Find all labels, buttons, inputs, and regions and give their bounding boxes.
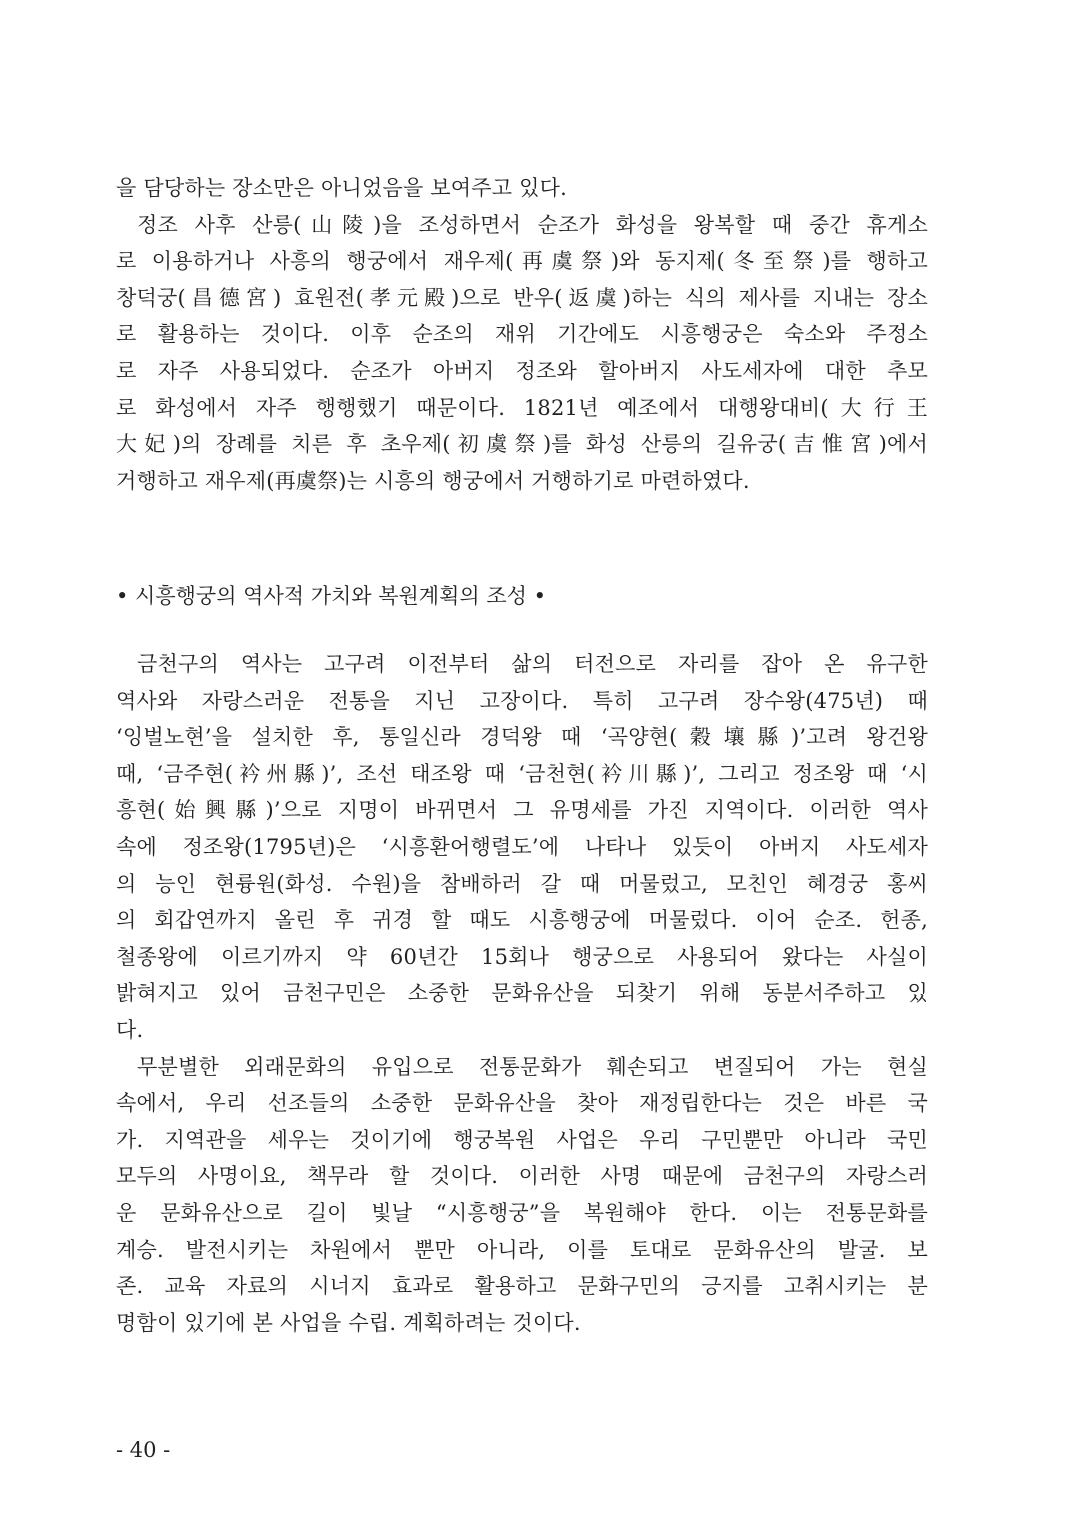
paragraph-line: 무분별한 외래문화의 유입으로 전통문화가 훼손되고 변질되어 가는 현실 bbox=[137, 1054, 928, 1079]
paragraph-line: 창덕궁(昌德宮) 효원전(孝元殿)으로 반우(返虞)하는 식의 제사를 지내는 장소 bbox=[116, 285, 928, 310]
paragraph-line: 다. bbox=[116, 1017, 144, 1042]
paragraphs-upper bbox=[116, 170, 928, 499]
paragraph-line: 로 화성에서 자주 행행했기 때문이다. 1821년 예조에서 대행왕대비(大行王 bbox=[116, 395, 928, 420]
page-number: - 40 - bbox=[116, 1438, 171, 1462]
paragraph-line: 모두의 사명이요, 책무라 할 것이다. 이러한 사명 때문에 금천구의 자랑스러 bbox=[116, 1164, 928, 1189]
paragraph-line: 거행하고 재우제(再虞祭)는 시흥의 행궁에서 거행하기로 마련하였다. bbox=[116, 468, 750, 493]
paragraph-line: 로 자주 사용되었다. 순조가 아버지 정조와 할아버지 사도세자에 대한 추모 bbox=[116, 358, 928, 383]
paragraph-line: 운 문화유산으로 길이 빛날 “시흥행궁”을 복원해야 한다. 이는 전통문화를 bbox=[116, 1200, 928, 1225]
paragraph-line: 계승. 발전시키는 차원에서 뿐만 아니라, 이를 토대로 문화유산의 발굴. 보 bbox=[116, 1237, 928, 1262]
paragraph-line: 속에서, 우리 선조들의 소중한 문화유산을 찾아 재정립한다는 것은 바른 국 bbox=[116, 1091, 928, 1116]
paragraph-line: 명함이 있기에 본 사업을 수립. 계획하려는 것이다. bbox=[116, 1310, 581, 1335]
paragraph-line: 의 능인 현륭원(화성. 수원)을 참배하러 갈 때 머물렀고, 모친인 혜경궁 홍씨 bbox=[116, 871, 928, 896]
paragraph-line: 속에 정조왕(1795년)은 ‘시흥환어행렬도’에 나타나 있듯이 아버지 사도세자 bbox=[116, 834, 928, 859]
section-heading-block bbox=[116, 578, 928, 614]
paragraph-line: 大妃)의 장례를 치른 후 초우제(初虞祭)를 화성 산릉의 길유궁(吉惟宮)에서 bbox=[116, 432, 928, 457]
section-heading: • 시흥행궁의 역사적 가치와 복원계획의 조성 • bbox=[116, 584, 546, 608]
paragraph-line: ‘잉벌노현’을 설치한 후, 통일신라 경덕왕 때 ‘곡양현(穀壤縣)’고려 왕건왕 bbox=[116, 725, 928, 750]
paragraph-line: 역사와 자랑스러운 전통을 지닌 고장이다. 특히 고구려 장수왕(475년) 때 bbox=[116, 688, 928, 713]
paragraph-line: 가. 지역관을 세우는 것이기에 행궁복원 사업은 우리 구민뿐만 아니라 국민 bbox=[116, 1127, 928, 1152]
paragraph-line: 의 회갑연까지 올린 후 귀경 할 때도 시흥행궁에 머물렀다. 이어 순조. 헌종, bbox=[116, 908, 928, 933]
paragraph-line: 밝혀지고 있어 금천구민은 소중한 문화유산을 되찾기 위해 동분서주하고 있 bbox=[116, 981, 928, 1006]
paragraph-line: 로 이용하거나 사흥의 행궁에서 재우제(再虞祭)와 동지제(冬至祭)를 행하고 bbox=[116, 249, 928, 274]
paragraphs-lower bbox=[116, 646, 928, 1341]
paragraph-line: 존. 교육 자료의 시너지 효과로 활용하고 문화구민의 긍지를 고취시키는 분 bbox=[116, 1274, 928, 1299]
paragraph-line: 금천구의 역사는 고구려 이전부터 삶의 터전으로 자리를 잡아 온 유구한 bbox=[137, 652, 928, 676]
paragraph-line: 로 활용하는 것이다. 이후 순조의 재위 기간에도 시흥행궁은 숙소와 주정소 bbox=[116, 322, 928, 347]
paragraph-line: 을 담당하는 장소만은 아니었음을 보여주고 있다. bbox=[116, 176, 567, 200]
paragraph-line: 정조 사후 산릉(山陵)을 조성하면서 순조가 화성을 왕복할 때 중간 휴게소 bbox=[137, 212, 928, 237]
paragraph-line: 흥현(始興縣)’으로 지명이 바뀌면서 그 유명세를 가진 지역이다. 이러한 역사 bbox=[116, 798, 928, 823]
paragraph-line: 철종왕에 이르기까지 약 60년간 15회나 행궁으로 사용되어 왔다는 사실이 bbox=[116, 944, 928, 969]
paragraph-line: 때, ‘금주현(衿州縣)’, 조선 태조왕 때 ‘금천현(衿川縣)’, 그리고 정조왕 때 ‘시 bbox=[116, 761, 928, 786]
